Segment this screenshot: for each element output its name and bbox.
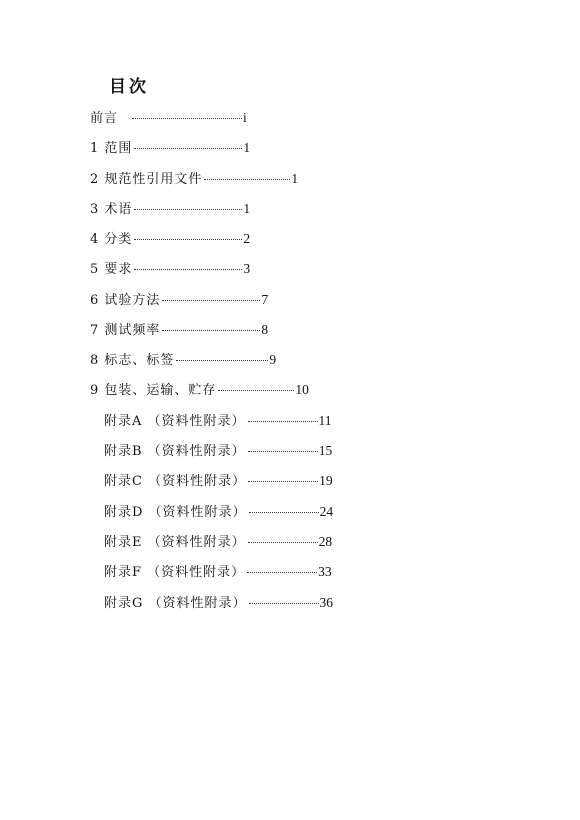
toc-entry-label: 5 要求 <box>90 262 133 277</box>
toc-entry-label: 附录D （资料性附录） <box>104 505 247 520</box>
dot-leader <box>248 480 318 482</box>
toc-entry-page: 33 <box>318 564 332 579</box>
toc-entry-6[interactable] <box>90 292 268 309</box>
toc-entry-4[interactable] <box>90 231 250 248</box>
dot-leader <box>176 359 268 361</box>
toc-entry-page: i <box>243 110 247 125</box>
dot-leader <box>204 178 290 180</box>
toc-entry-label: 附录B （资料性附录） <box>104 444 246 459</box>
toc-entry-appendix-f[interactable] <box>104 564 332 581</box>
toc-entry-label: 附录G （资料性附录） <box>104 596 247 611</box>
toc-entry-7[interactable] <box>90 322 268 339</box>
toc-entry-label: 6 试验方法 <box>90 293 161 308</box>
toc-entry-page: 36 <box>319 595 334 610</box>
toc-entry-page: 15 <box>318 443 333 458</box>
toc-entry-8[interactable] <box>90 352 276 369</box>
toc-entry-page: 1 <box>243 201 251 216</box>
toc-entry-page: 9 <box>269 352 277 367</box>
toc-entry-appendix-d[interactable] <box>104 504 333 521</box>
toc-entry-label: 附录E （资料性附录） <box>104 535 246 550</box>
dot-leader <box>249 511 319 513</box>
dot-leader <box>218 389 294 391</box>
dot-leader <box>134 238 242 240</box>
toc-entry-page: 1 <box>243 140 251 155</box>
toc-entry-page: 28 <box>318 534 333 549</box>
toc-entry-page: 8 <box>261 322 269 337</box>
toc-entry-appendix-a[interactable] <box>104 413 332 430</box>
toc-entry-label: 7 测试频率 <box>90 323 161 338</box>
toc-entry-3[interactable] <box>90 201 250 218</box>
toc-entry-foreword[interactable] <box>90 110 247 127</box>
dot-leader <box>249 602 319 604</box>
toc-entry-label: 2 规范性引用文件 <box>90 172 203 187</box>
toc-entry-label: 1 范围 <box>90 141 133 156</box>
dot-leader <box>162 299 260 301</box>
toc-entry-1[interactable] <box>90 140 250 157</box>
toc-entry-page: 11 <box>318 413 332 428</box>
toc-entry-page: 7 <box>261 292 269 307</box>
toc-entry-label: 附录A （资料性附录） <box>104 414 246 429</box>
toc-entry-appendix-c[interactable] <box>104 473 333 490</box>
toc-title: 目次 <box>109 77 149 97</box>
toc-entry-appendix-e[interactable] <box>104 534 332 551</box>
dot-leader <box>248 450 318 452</box>
toc-entry-page: 1 <box>291 171 299 186</box>
toc-entry-label: 附录F （资料性附录） <box>104 565 246 580</box>
toc-entry-page: 2 <box>243 231 251 246</box>
toc-entry-page: 10 <box>295 382 309 397</box>
toc-entry-page: 24 <box>319 504 334 519</box>
dot-leader <box>134 268 242 270</box>
toc-entry-label: 8 标志、标签 <box>90 353 175 368</box>
dot-leader <box>162 329 260 331</box>
toc-entry-appendix-g[interactable] <box>104 595 333 612</box>
toc-entry-2[interactable] <box>90 171 298 188</box>
dot-leader <box>134 147 242 149</box>
toc-entry-page: 3 <box>243 261 251 276</box>
dot-leader <box>248 541 318 543</box>
dot-leader <box>247 571 317 573</box>
toc-entry-label: 3 术语 <box>90 202 133 217</box>
toc-entry-label: 附录C （资料性附录） <box>104 474 247 489</box>
dot-leader <box>248 420 318 422</box>
toc-entry-label: 前言 <box>90 111 119 126</box>
dot-leader <box>132 117 242 119</box>
toc-entry-9[interactable] <box>90 382 309 399</box>
toc-entry-page: 19 <box>319 473 333 488</box>
toc-entry-5[interactable] <box>90 261 250 278</box>
dot-leader <box>134 208 242 210</box>
toc-entry-appendix-b[interactable] <box>104 443 332 460</box>
toc-entry-label: 9 包装、运输、贮存 <box>90 383 217 398</box>
toc-entry-label: 4 分类 <box>90 232 133 247</box>
